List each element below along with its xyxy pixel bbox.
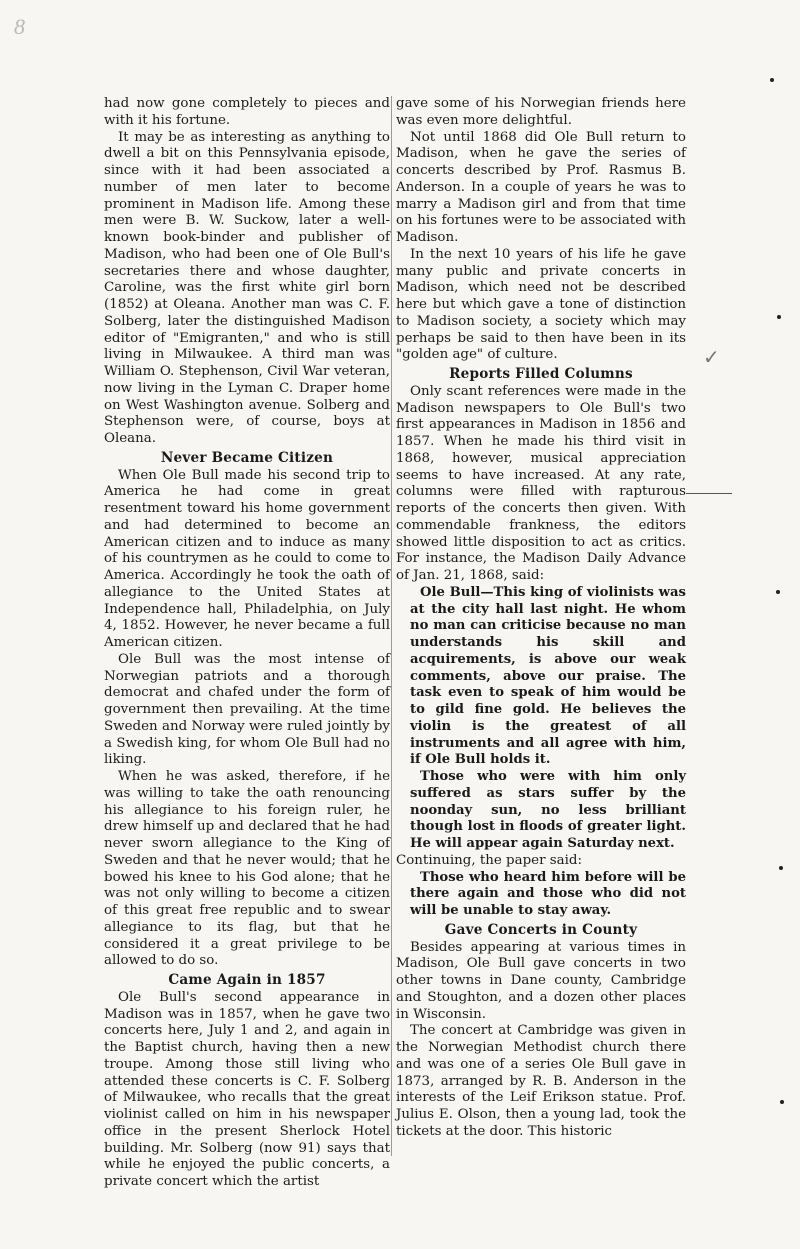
right-column xyxy=(396,96,686,1141)
subheading: Reports Filled Columns xyxy=(449,366,633,382)
subheading: Came Again in 1857 xyxy=(168,972,326,988)
column-divider xyxy=(391,96,392,1156)
left-column xyxy=(104,96,390,1191)
paragraph: The concert at Cambridge was given in the Norwegian Methodist church there and was one of a series Ole Bull gave in 1873, arranged by R. B. Anderson in the interests of the Leif Erikson statue. Prof. Julius E. Olson, then a young lad, took the tickets at the door. This historic xyxy=(396,1023,686,1139)
paragraph: Besides appearing at various times in Madison, Ole Bull gave concerts in two other towns in Dane county, Cambridge and Stoughton, and a dozen other places in Wisconsin. xyxy=(396,939,686,1022)
quotation xyxy=(410,870,686,920)
quote-paragraph: Those who were with him only suffered as stars suffer by the noonday sun, no less brilliant though lost in floods of greater light. He will appear again Saturday next. xyxy=(410,769,686,851)
paragraph: When Ole Bull made his second trip to America he had come in great resentment toward his home government and had determined to become an American citizen and to induce as many of his countrymen as he could to come to America. Accordingly he took the oath of allegiance to the United States at Independence hall, Philadelphia, on July 4, 1852. However, he never became a full American citizen. xyxy=(104,467,390,650)
checkmark-annotation: ✓ xyxy=(703,345,720,369)
quotation xyxy=(410,585,686,853)
paragraph: Ole Bull's second appearance in Madison was in 1857, when he gave two concerts here, July 1 and 2, and again in the Baptist church, having then a new troupe. Among those still living who attended these concerts is C. F. Solberg of Milwaukee, who recalls that the great violinist called on him in his newspaper office in the present Sherlock Hotel building. Mr. Solberg (now 91) says that while he enjoyed the public concerts, a private concert which the artist xyxy=(104,989,390,1189)
paragraph: Continuing, the paper said: xyxy=(396,852,582,868)
paragraph: It may be as interesting as anything to dwell a bit on this Pennsylvania episode, since with it had been associated a number of men later to become prominent in Madison life. Among these men were B. W. Suckow, later a well-known book-binder and publisher of Madison, who had been one of Ole Bull's secretaries there and whose daughter, Caroline, was the first white girl born (1852) at Oleana. Another man was C. F. Solberg, later the distinguished Madison editor of "Emigranten," and who is still living in Milwaukee. A third man was William O. Stephenson, Civil War veteran, now living in the Lyman C. Draper home on West Washington avenue. Solberg and Stephenson were, of course, boys at Oleana. xyxy=(104,129,390,446)
paragraph: had now gone completely to pieces and with it his fortune. xyxy=(104,96,390,128)
paragraph: gave some of his Norwegian friends here was even more delightful. xyxy=(396,96,686,128)
margin-dot xyxy=(780,1100,784,1104)
subheading: Never Became Citizen xyxy=(160,449,334,466)
margin-dot xyxy=(777,315,781,319)
margin-dot xyxy=(776,590,780,594)
margin-dot xyxy=(770,78,774,82)
paragraph: Not until 1868 did Ole Bull return to Madison, when he gave the series of concerts described by Prof. Rasmus B. Anderson. In a couple of years he was to marry a Madison girl and from that time on his fortunes were to be associated with Madison. xyxy=(396,129,686,245)
paragraph: Ole Bull was the most intense of Norwegian patriots and a thorough democrat and chafed under the form of government then prevailing. At the time Sweden and Norway were ruled jointly by a Swedish king, for whom Ole Bull had no liking. xyxy=(104,651,390,768)
quote-paragraph: Ole Bull—This king of violinists was at the city hall last night. He whom no man can criticise because no man understands his skill and acquirements, is above our weak comments, above our praise. The task even to speak of him would be to gild fine gold. He believes the violin is the greatest of all instruments and all agree with him, if Ole Bull holds it. xyxy=(410,584,686,768)
page-number: 8 xyxy=(14,14,25,39)
paragraph: When he was asked, therefore, if he was willing to take the oath renouncing his allegiance to his foreign ruler, he drew himself up and declared that he had never sworn allegiance to the King of Sweden and that he never would; that he bowed his knee to his God alone; that he was not only willing to become a citizen of this great free republic and to swear allegiance to its flag, but that he considered it a great privilege to be allowed to do so. xyxy=(104,769,390,969)
subheading: Gave Concerts in County xyxy=(444,921,638,938)
margin-dot xyxy=(779,866,783,870)
paragraph: Only scant references were made in the Madison newspapers to Ole Bull's two first appearances in Madison in 1856 and 1857. When he made his third visit in 1868, however, musical appreciation seems to have increased. At any rate, columns were filled with rapturous reports of the concerts then given. With commendable frankness, the editors showed little disposition to act as critics. For instance, the Madison Daily Advance of Jan. 21, 1868, said: xyxy=(396,383,686,583)
pen-stroke-mark xyxy=(686,493,732,494)
quote-paragraph: Those who heard him before will be there again and those who did not will be unable to stay away. xyxy=(410,869,686,918)
paragraph: In the next 10 years of his life he gave many public and private concerts in Madison, which need not be described here but which gave a tone of distinction to Madison society, a society which may perhaps be said to then have been in its "golden age" of culture. xyxy=(396,246,686,363)
